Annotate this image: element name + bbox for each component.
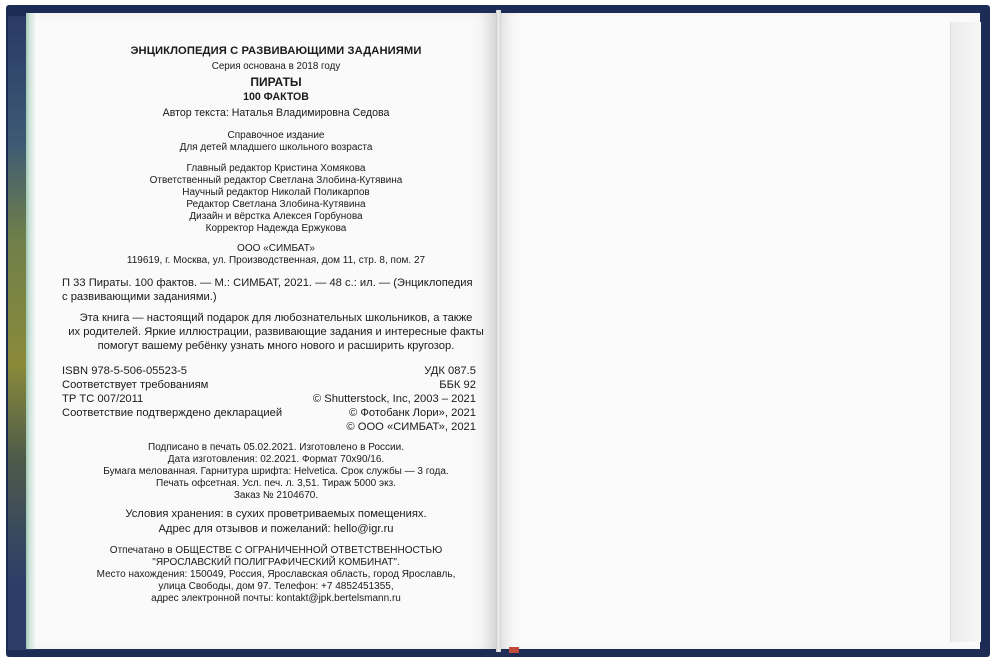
printer-line: улица Свободы, дом 97. Телефон: +7 4852451355,: [158, 581, 394, 592]
annotation-line: помогут вашему ребёнку узнать много нового и расширить кругозор.: [97, 340, 455, 352]
right-page: [500, 13, 980, 649]
compliance-line: ТР ТС 007/2011: [62, 393, 144, 405]
print-info-line: Дата изготовления: 02.2021. Формат 70х90/16.: [167, 454, 385, 465]
book-title: ПИРАТЫ: [250, 75, 302, 89]
copyright-line: © ООО «СИМБАТ», 2021: [346, 421, 476, 433]
print-info-line: Заказ № 2104670.: [233, 490, 319, 501]
credit-line: Редактор Светлана Злобина-Кутявина: [186, 199, 366, 210]
compliance-line: Соответствует требованиям: [62, 379, 209, 391]
book-subtitle: 100 ФАКТОВ: [243, 91, 309, 103]
printer-line: "ЯРОСЛАВСКИЙ ПОЛИГРАФИЧЕСКИЙ КОМБИНАТ".: [152, 557, 400, 568]
credit-line: Корректор Надежда Ержукова: [205, 223, 347, 234]
printer-line: адрес электронной почты: kontakt@jpk.bertelsmann.ru: [151, 593, 401, 604]
printer-line: Место нахождения: 150049, Россия, Ярославская область, город Ярославль,: [96, 569, 456, 580]
feedback-address: Адрес для отзывов и пожеланий: hello@igr.ru: [158, 523, 394, 535]
series-title: ЭНЦИКЛОПЕДИЯ С РАЗВИВАЮЩИМИ ЗАДАНИЯМИ: [130, 45, 422, 57]
credit-line: Дизайн и вёрстка Алексея Горбунова: [189, 211, 363, 222]
annotation-line: Эта книга — настоящий подарок для любознательных школьников, а также: [79, 312, 473, 324]
print-info-line: Печать офсетная. Усл. печ. л. 3,51. Тираж 5000 экз.: [156, 478, 396, 489]
publisher-address: 119619, г. Москва, ул. Производственная, дом 11, стр. 8, пом. 27: [126, 255, 426, 266]
author-line: Автор текста: Наталья Владимировна Седова: [162, 107, 390, 119]
copyright-line: © Shutterstock, Inc, 2003 – 2021: [312, 393, 476, 405]
credit-line: Научный редактор Николай Поликарпов: [182, 187, 370, 198]
publisher-name: ООО «СИМБАТ»: [237, 243, 315, 254]
catalog-entry-line: с развивающими заданиями.): [62, 291, 217, 303]
print-info-line: Подписано в печать 05.02.2021. Изготовлено в России.: [148, 442, 404, 453]
imprint-page-content: [26, 13, 498, 649]
credit-line: Главный редактор Кристина Хомякова: [186, 163, 366, 174]
right-page-edge: [950, 22, 981, 642]
catalog-entry-line: П 33 Пираты. 100 фактов. — М.: СИМБАТ, 2021. — 48 с.: ил. — (Энциклопедия: [62, 277, 473, 289]
isbn: ISBN 978-5-506-05523-5: [62, 365, 188, 377]
storage-line: Условия хранения: в сухих проветриваемых помещениях.: [125, 508, 427, 520]
print-info-line: Бумага мелованная. Гарнитура шрифта: Helvetica. Срок службы — 3 года.: [103, 466, 449, 477]
series-founded: Серия основана в 2018 году: [211, 61, 341, 72]
bbk-code: ББК 92: [439, 379, 476, 391]
edition-audience: Для детей младшего школьного возраста: [179, 142, 373, 153]
udk-code: УДК 087.5: [424, 365, 476, 377]
credit-line: Ответственный редактор Светлана Злобина-Кутявина: [149, 175, 403, 186]
edition-type: Справочное издание: [227, 130, 325, 141]
copyright-line: © Фотобанк Лори», 2021: [349, 407, 476, 419]
printer-line: Отпечатано в ОБЩЕСТВЕ С ОГРАНИЧЕННОЙ ОТВЕТСТВЕННОСТЬЮ: [109, 545, 443, 556]
annotation-line: их родителей. Яркие иллюстрации, развивающие задания и интересные факты: [68, 326, 484, 338]
bookmark-ribbon: [509, 647, 519, 653]
compliance-line: Соответствие подтверждено декларацией: [62, 407, 283, 419]
